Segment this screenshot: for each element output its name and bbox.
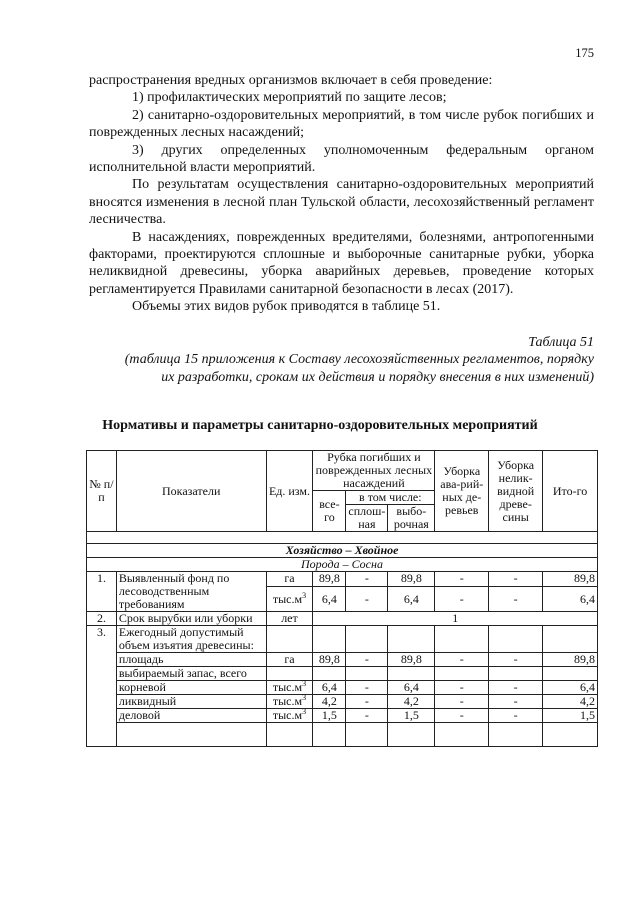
table-row — [87, 612, 598, 626]
page-number: 175 — [575, 46, 594, 60]
cell-num: 3. — [87, 626, 117, 653]
table-row — [87, 695, 598, 709]
cell-label: выбираемый запас, всего — [116, 667, 266, 681]
cell-total: 89,8 — [313, 572, 346, 587]
cell-selective: 1,5 — [388, 709, 435, 723]
cell-clear: - — [346, 709, 388, 723]
cell-num — [87, 667, 117, 681]
cell-unit: $тыс.м^3$ — [266, 681, 313, 695]
subsection-row: Порода – Сосна — [87, 558, 598, 572]
cell-clear: - — [346, 681, 388, 695]
cell-clear — [346, 667, 388, 681]
cell-clear: - — [346, 695, 388, 709]
cell-total: 4,2 — [313, 695, 346, 709]
table-title: Нормативы и параметры санитарно-оздоровительных мероприятий — [102, 418, 538, 433]
cell-total: 6,4 — [313, 681, 346, 695]
cell-itogo: 1,5 — [543, 709, 598, 723]
cell-total — [313, 667, 346, 681]
header-num: № п/п — [87, 451, 117, 532]
cell-illiquid: - — [489, 653, 543, 667]
cell-num — [87, 695, 117, 709]
header-emergency: Уборка ава-рий-ных де-ревьев — [435, 451, 489, 532]
cell-itogo: 4,2 — [543, 695, 598, 709]
cell-unit: лет — [266, 612, 313, 626]
cell-itogo: 89,8 — [543, 572, 598, 587]
cell-selective: 4,2 — [388, 695, 435, 709]
cell-emergency: - — [435, 572, 489, 587]
cell-unit: $тыс.м^3$ — [266, 587, 313, 612]
cell-empty — [266, 723, 313, 747]
table-row — [87, 709, 598, 723]
table-row — [87, 572, 598, 587]
header-felling: Рубка погибших и поврежденных лесных насаждений — [313, 451, 435, 491]
cell-illiquid — [489, 626, 543, 653]
paragraph: 3) других определенных уполномоченным федеральным органом исполнительной власти мероприятий. — [89, 142, 594, 176]
header-including: в том числе: — [346, 491, 435, 505]
paragraph: Объемы этих видов рубок приводятся в таблице 51. — [132, 299, 441, 315]
paragraph: 2) санитарно-оздоровительных мероприятий, в том числе рубок погибших и поврежденных лесных насаждений; — [89, 107, 594, 141]
cell-selective: 6,4 — [388, 587, 435, 612]
section-row: Хозяйство – Хвойное — [87, 544, 598, 558]
cell-num — [87, 653, 117, 667]
cell-num: 2. — [87, 612, 117, 626]
cell-empty — [346, 723, 388, 747]
cell-num — [87, 709, 117, 723]
cell-num: 1. — [87, 572, 117, 612]
header-indicators: Показатели — [116, 451, 266, 532]
header-selective: выбо-рочная — [388, 505, 435, 532]
cell-illiquid: - — [489, 572, 543, 587]
cell-emergency — [435, 667, 489, 681]
cell-label: ликвидный — [116, 695, 266, 709]
cell-emergency: - — [435, 681, 489, 695]
cell-emergency: - — [435, 695, 489, 709]
table-row — [87, 667, 598, 681]
cell-empty — [489, 723, 543, 747]
table-row — [87, 653, 598, 667]
cell-clear: - — [346, 653, 388, 667]
cell-illiquid — [489, 667, 543, 681]
cell-itogo: 6,4 — [543, 587, 598, 612]
cell-empty — [388, 723, 435, 747]
cell-selective: 89,8 — [388, 572, 435, 587]
cell-selective — [388, 626, 435, 653]
cell-empty — [313, 723, 346, 747]
paragraph: 1) профилактических мероприятий по защите лесов; — [132, 90, 447, 106]
cell-emergency — [435, 626, 489, 653]
table-row — [87, 626, 598, 653]
cell-illiquid: - — [489, 695, 543, 709]
norms-table — [86, 450, 598, 747]
cell-itogo — [543, 626, 598, 653]
cell-total: 89,8 — [313, 653, 346, 667]
table-row — [87, 681, 598, 695]
cell-total: 6,4 — [313, 587, 346, 612]
cell-label: Срок вырубки или уборки — [116, 612, 266, 626]
cell-empty — [87, 723, 117, 747]
paragraph: В насаждениях, поврежденных вредителями, болезнями, антропогенными факторами, проектируются сплошные и выборочные санитарные рубки, уборка неликвидной древесины, уборка аварийных деревьев, проведение которых регламентируется Правилами санитарной безопасности в лесах (2017). — [89, 229, 594, 297]
cell-unit: $тыс.м^3$ — [266, 709, 313, 723]
cell-unit: $тыс.м^3$ — [266, 695, 313, 709]
cell-unit: га — [266, 572, 313, 587]
header-total: все-го — [313, 491, 346, 532]
cell-emergency: - — [435, 653, 489, 667]
cell-label: Выявленный фонд по лесоводственным требованиям — [116, 572, 266, 612]
cell-label: корневой — [116, 681, 266, 695]
cell-itogo — [543, 667, 598, 681]
cell-label: Ежегодный допустимый объем изъятия древесины: — [116, 626, 266, 653]
cell-clear — [346, 626, 388, 653]
header-illiquid: Уборка нелик-видной древе-сины — [489, 451, 543, 532]
header-clear: сплош-ная — [346, 505, 388, 532]
cell-illiquid: - — [489, 681, 543, 695]
cell-illiquid: - — [489, 709, 543, 723]
cell-clear: - — [346, 572, 388, 587]
cell-label: деловой — [116, 709, 266, 723]
table-note: (таблица 15 приложения к Составу лесохозяйственных регламентов, порядку их разработки, срокам их действия и порядку внесения в них изменений) — [124, 352, 594, 385]
cell-empty — [116, 723, 266, 747]
cell-total — [313, 626, 346, 653]
cell-itogo: 6,4 — [543, 681, 598, 695]
cell-selective: 89,8 — [388, 653, 435, 667]
cell-itogo: 89,8 — [543, 653, 598, 667]
table-label: Таблица 51 — [528, 335, 594, 350]
cell-emergency: - — [435, 709, 489, 723]
header-itogo: Ито-го — [543, 451, 598, 532]
cell-selective: 6,4 — [388, 681, 435, 695]
header-unit: Ед. изм. — [266, 451, 313, 532]
cell-term: 1 — [313, 612, 598, 626]
cell-num — [87, 681, 117, 695]
cell-illiquid: - — [489, 587, 543, 612]
cell-unit — [266, 626, 313, 653]
cell-selective — [388, 667, 435, 681]
cell-clear: - — [346, 587, 388, 612]
cell-emergency: - — [435, 587, 489, 612]
cell-empty — [435, 723, 489, 747]
cell-unit: га — [266, 653, 313, 667]
paragraph: распространения вредных организмов включает в себя проведение: — [89, 73, 493, 88]
cell-total: 1,5 — [313, 709, 346, 723]
spacer-row — [87, 532, 598, 544]
cell-label: площадь — [116, 653, 266, 667]
paragraph: По результатам осуществления санитарно-оздоровительных мероприятий вносятся изменения в лесной план Тульской области, лесохозяйственный регламент лесничества. — [89, 177, 594, 228]
cell-empty — [543, 723, 598, 747]
table-caption — [124, 334, 594, 386]
body-text — [89, 72, 594, 316]
